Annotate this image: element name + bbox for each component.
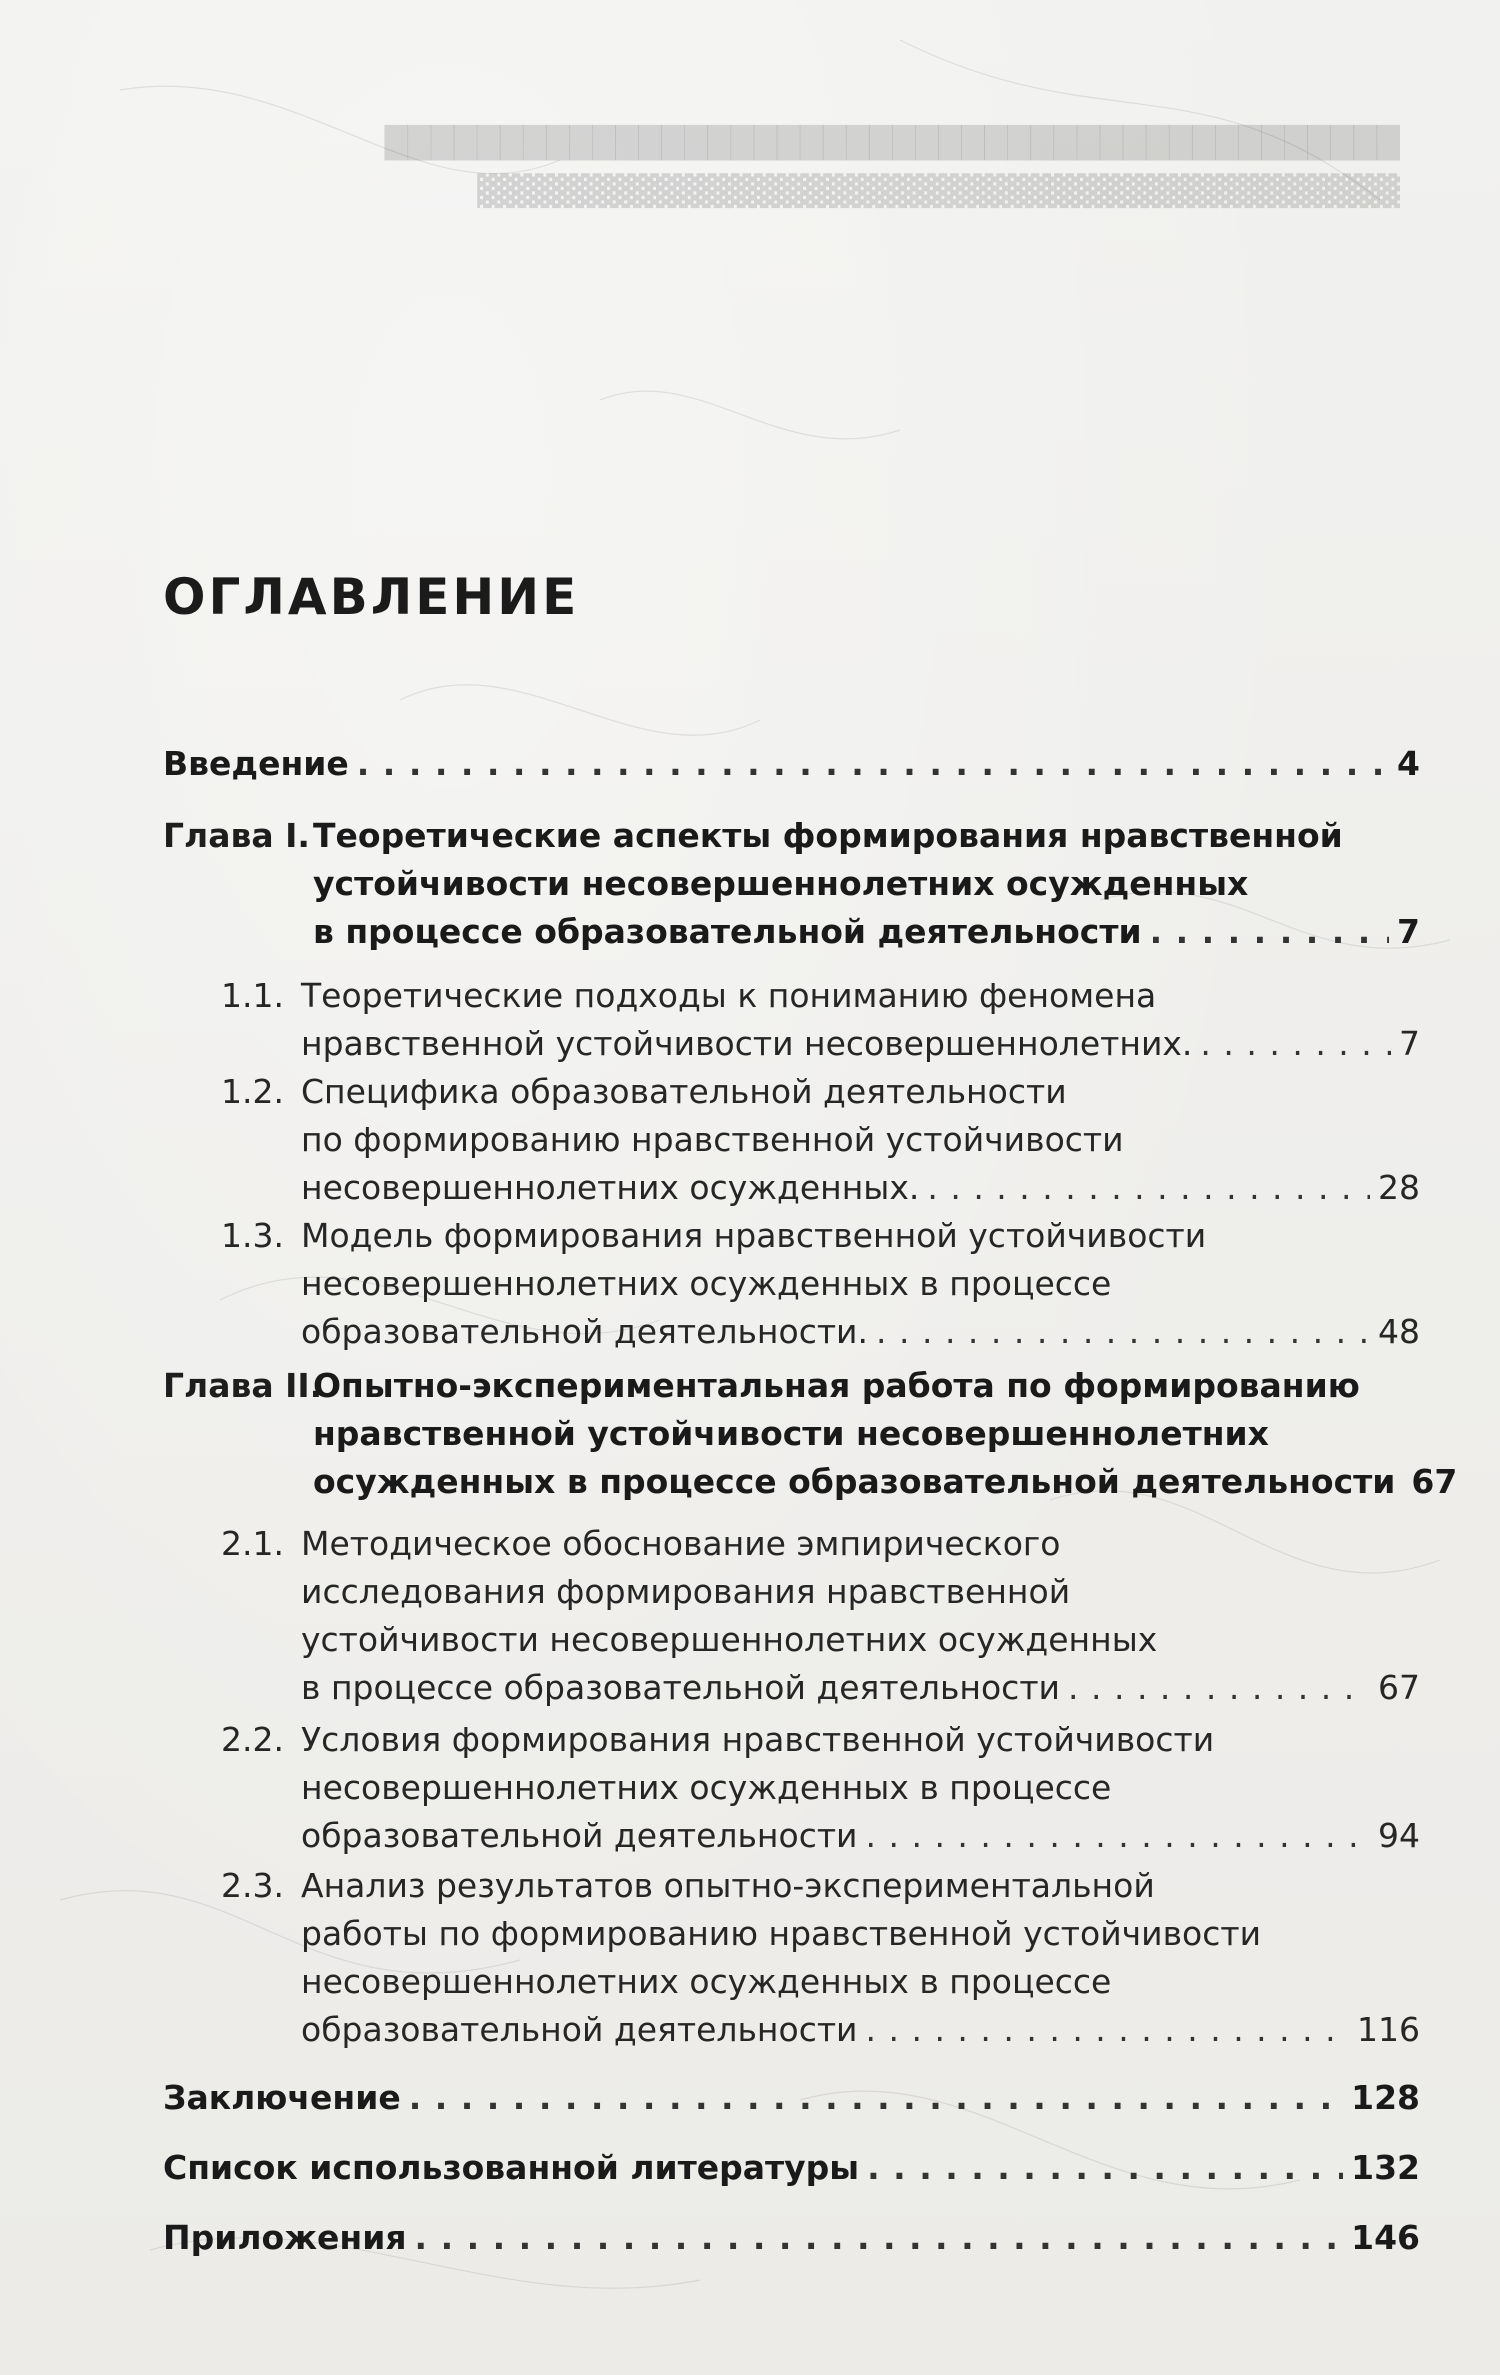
section-title-line: Условия формирования нравственной устойчивости xyxy=(301,1720,1215,1759)
toc-page-number: 67 xyxy=(1411,1462,1458,1501)
section-title-line: образовательной деятельности xyxy=(301,2010,858,2049)
dot-leader xyxy=(415,2214,1344,2262)
toc-entry-references[interactable] xyxy=(163,2144,1420,2192)
toc-chapter-1[interactable] xyxy=(163,812,1420,956)
section-title-line: исследования формирования нравственной xyxy=(301,1572,1071,1611)
dot-leader xyxy=(1200,1020,1391,1068)
toc-entry-title: Приложения xyxy=(163,2218,407,2257)
toc-chapter-2[interactable] xyxy=(163,1362,1458,1506)
toc-page-number: 7 xyxy=(1397,912,1420,951)
dot-leader xyxy=(409,2074,1343,2122)
toc-page-number: 48 xyxy=(1378,1312,1420,1351)
toc-entry-title: Введение xyxy=(163,744,349,783)
bleed-through-texture: ████████████████████████████████████████████ ▓▓▓▓▓▓▓▓▓▓▓▓▓▓▓▓▓▓▓▓▓▓▓▓▓▓▓▓▓▓▓▓▓▓▓▓▓▓▓▓ xyxy=(384,126,1400,209)
dot-leader xyxy=(1068,1664,1370,1712)
chapter-title-line: в процессе образовательной деятельности xyxy=(313,912,1142,951)
toc-page-number: 94 xyxy=(1378,1816,1420,1855)
toc-entry-title: Список использованной литературы xyxy=(163,2148,860,2187)
chapter-title-line: нравственной устойчивости несовершеннолетних xyxy=(313,1414,1269,1453)
dot-leader xyxy=(866,1812,1370,1860)
toc-page-number: 146 xyxy=(1351,2218,1420,2257)
section-number: 2.1. xyxy=(221,1524,284,1563)
toc-entry-title: Заключение xyxy=(163,2078,401,2117)
dot-leader xyxy=(867,2144,1343,2192)
section-title-line: в процессе образовательной деятельности xyxy=(301,1668,1060,1707)
chapter-label: Глава I. xyxy=(163,816,310,855)
chapter-title-line: Опытно-экспериментальная работа по формированию xyxy=(313,1366,1360,1405)
section-number: 1.3. xyxy=(221,1216,284,1255)
toc-section-2-2[interactable] xyxy=(163,1716,1420,1860)
dot-leader xyxy=(866,2006,1349,2054)
section-title-line: устойчивости несовершеннолетних осужденных xyxy=(301,1620,1158,1659)
dot-leader xyxy=(357,740,1389,788)
section-number: 1.1. xyxy=(221,976,284,1015)
toc-entry-intro[interactable] xyxy=(163,740,1420,788)
toc-section-1-2[interactable] xyxy=(163,1068,1420,1212)
section-title-line: несовершеннолетних осужденных в процессе xyxy=(301,1962,1112,2001)
page-title: ОГЛАВЛЕНИЕ xyxy=(163,568,580,626)
section-title-line: нравственной устойчивости несовершеннолетних. xyxy=(301,1024,1193,1063)
toc-page-number: 4 xyxy=(1397,744,1420,783)
toc-page-number: 28 xyxy=(1378,1168,1420,1207)
section-title-line: несовершеннолетних осужденных в процессе xyxy=(301,1264,1112,1303)
toc-entry-appendix[interactable] xyxy=(163,2214,1420,2262)
section-title-line: Модель формирования нравственной устойчивости xyxy=(301,1216,1207,1255)
section-title-line: несовершеннолетних осужденных. xyxy=(301,1168,920,1207)
toc-page-number: 116 xyxy=(1357,2010,1420,2049)
section-number: 2.2. xyxy=(221,1720,284,1759)
toc-page-number: 67 xyxy=(1378,1668,1420,1707)
chapter-title-line: осужденных в процессе образовательной деятельности xyxy=(313,1462,1396,1501)
toc-section-2-3[interactable] xyxy=(163,1862,1420,2054)
chapter-label: Глава II. xyxy=(163,1366,323,1405)
dot-leader xyxy=(927,1164,1370,1212)
toc-section-1-1[interactable] xyxy=(163,972,1420,1068)
section-title-line: Специфика образовательной деятельности xyxy=(301,1072,1067,1111)
section-title-line: несовершеннолетних осужденных в процессе xyxy=(301,1768,1112,1807)
dot-leader xyxy=(1150,908,1389,956)
section-title-line: Методическое обоснование эмпирического xyxy=(301,1524,1061,1563)
section-number: 1.2. xyxy=(221,1072,284,1111)
section-title-line: по формированию нравственной устойчивости xyxy=(301,1120,1124,1159)
section-title-line: Теоретические подходы к пониманию феномена xyxy=(301,976,1157,1015)
toc-section-1-3[interactable] xyxy=(163,1212,1420,1356)
section-title-line: работы по формированию нравственной устойчивости xyxy=(301,1914,1262,1953)
section-title-line: Анализ результатов опытно-экспериментальной xyxy=(301,1866,1155,1905)
toc-page-number: 132 xyxy=(1351,2148,1420,2187)
toc-section-2-1[interactable] xyxy=(163,1520,1420,1712)
chapter-title-line: Теоретические аспекты формирования нравственной xyxy=(313,816,1343,855)
section-number: 2.3. xyxy=(221,1866,284,1905)
toc-page-number: 7 xyxy=(1399,1024,1420,1063)
section-title-line: образовательной деятельности. xyxy=(301,1312,868,1351)
chapter-title-line: устойчивости несовершеннолетних осужденных xyxy=(313,864,1249,903)
toc-page-number: 128 xyxy=(1351,2078,1420,2117)
section-title-line: образовательной деятельности xyxy=(301,1816,858,1855)
toc-entry-conclusion[interactable] xyxy=(163,2074,1420,2122)
dot-leader xyxy=(876,1308,1370,1356)
